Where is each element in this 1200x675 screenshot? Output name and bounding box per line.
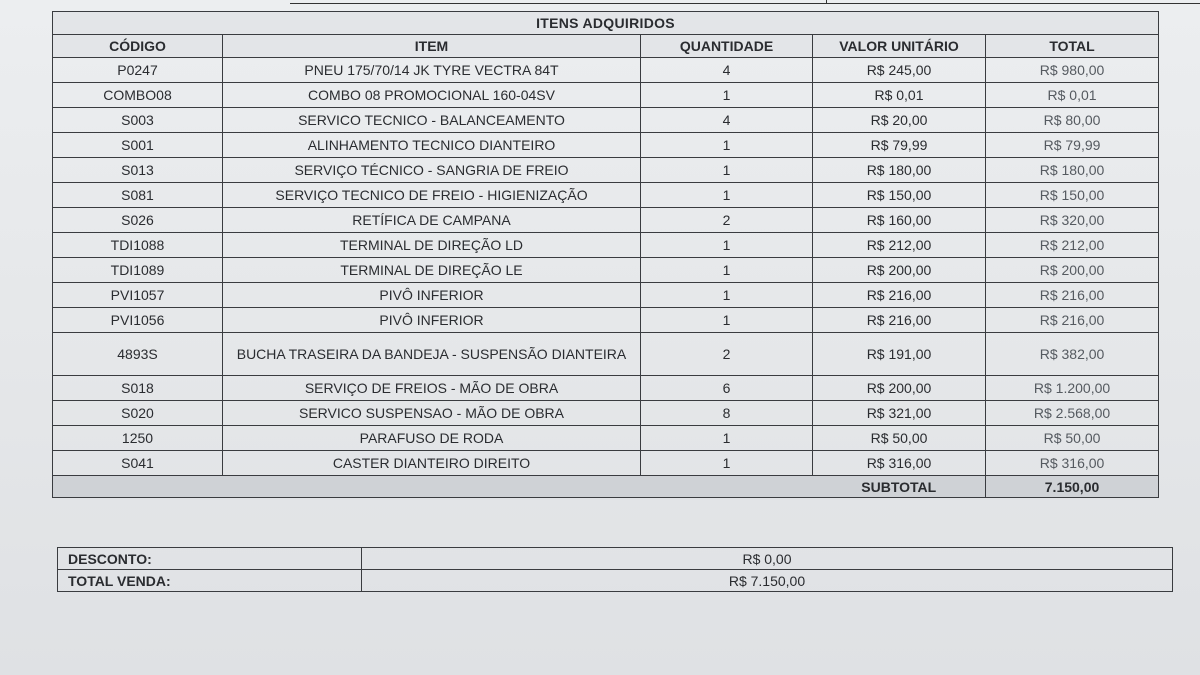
item-quantity: 2 xyxy=(641,333,813,376)
items-table-container xyxy=(52,11,1158,498)
total-sale-value: R$ 7.150,00 xyxy=(362,570,1173,592)
item-code: PVI1056 xyxy=(53,308,223,333)
header-item: ITEM xyxy=(223,35,641,58)
item-unit-value: R$ 160,00 xyxy=(813,208,986,233)
table-row xyxy=(53,58,1159,83)
item-description: CASTER DIANTEIRO DIREITO xyxy=(223,451,641,476)
item-quantity: 1 xyxy=(641,183,813,208)
item-total: R$ 212,00 xyxy=(986,233,1159,258)
item-description: SERVIÇO TECNICO DE FREIO - HIGIENIZAÇÃO xyxy=(223,183,641,208)
item-description: COMBO 08 PROMOCIONAL 160-04SV xyxy=(223,83,641,108)
item-quantity: 8 xyxy=(641,401,813,426)
item-total: R$ 200,00 xyxy=(986,258,1159,283)
item-description: ALINHAMENTO TECNICO DIANTEIRO xyxy=(223,133,641,158)
item-total: R$ 320,00 xyxy=(986,208,1159,233)
item-code: S026 xyxy=(53,208,223,233)
subtotal-label: SUBTOTAL xyxy=(813,476,986,498)
item-unit-value: R$ 216,00 xyxy=(813,283,986,308)
item-total: R$ 382,00 xyxy=(986,333,1159,376)
top-divider xyxy=(290,0,1200,4)
item-total: R$ 0,01 xyxy=(986,83,1159,108)
item-code: S020 xyxy=(53,401,223,426)
table-title: ITENS ADQUIRIDOS xyxy=(53,12,1159,35)
item-description: BUCHA TRASEIRA DA BANDEJA - SUSPENSÃO DIANTEIRA xyxy=(223,333,641,376)
item-quantity: 2 xyxy=(641,208,813,233)
item-quantity: 1 xyxy=(641,158,813,183)
table-row xyxy=(53,333,1159,376)
item-description: RETÍFICA DE CAMPANA xyxy=(223,208,641,233)
table-row xyxy=(53,401,1159,426)
summary-table-container xyxy=(57,547,1173,592)
item-description: PARAFUSO DE RODA xyxy=(223,426,641,451)
item-description: SERVIÇO DE FREIOS - MÃO DE OBRA xyxy=(223,376,641,401)
subtotal-value: 7.150,00 xyxy=(986,476,1159,498)
item-code: P0247 xyxy=(53,58,223,83)
item-total: R$ 216,00 xyxy=(986,308,1159,333)
header-unit-value: VALOR UNITÁRIO xyxy=(813,35,986,58)
item-unit-value: R$ 20,00 xyxy=(813,108,986,133)
table-row xyxy=(53,83,1159,108)
item-unit-value: R$ 191,00 xyxy=(813,333,986,376)
item-total: R$ 216,00 xyxy=(986,283,1159,308)
item-quantity: 1 xyxy=(641,233,813,258)
item-code: S013 xyxy=(53,158,223,183)
subtotal-spacer xyxy=(53,476,813,498)
item-unit-value: R$ 316,00 xyxy=(813,451,986,476)
item-unit-value: R$ 200,00 xyxy=(813,376,986,401)
item-unit-value: R$ 321,00 xyxy=(813,401,986,426)
item-total: R$ 980,00 xyxy=(986,58,1159,83)
table-row xyxy=(53,451,1159,476)
item-code: PVI1057 xyxy=(53,283,223,308)
item-description: PIVÔ INFERIOR xyxy=(223,283,641,308)
item-total: R$ 150,00 xyxy=(986,183,1159,208)
total-sale-label: TOTAL VENDA: xyxy=(58,570,362,592)
item-total: R$ 50,00 xyxy=(986,426,1159,451)
table-row xyxy=(53,183,1159,208)
item-quantity: 1 xyxy=(641,451,813,476)
item-quantity: 6 xyxy=(641,376,813,401)
table-row xyxy=(53,426,1159,451)
item-total: R$ 2.568,00 xyxy=(986,401,1159,426)
item-description: TERMINAL DE DIREÇÃO LE xyxy=(223,258,641,283)
table-row xyxy=(53,108,1159,133)
item-total: R$ 1.200,00 xyxy=(986,376,1159,401)
item-code: S041 xyxy=(53,451,223,476)
item-code: S003 xyxy=(53,108,223,133)
item-code: TDI1089 xyxy=(53,258,223,283)
item-unit-value: R$ 180,00 xyxy=(813,158,986,183)
item-total: R$ 79,99 xyxy=(986,133,1159,158)
table-row xyxy=(53,133,1159,158)
summary-table xyxy=(57,547,1173,592)
item-quantity: 1 xyxy=(641,258,813,283)
item-code: S081 xyxy=(53,183,223,208)
item-unit-value: R$ 0,01 xyxy=(813,83,986,108)
item-quantity: 1 xyxy=(641,426,813,451)
header-code: CÓDIGO xyxy=(53,35,223,58)
item-quantity: 1 xyxy=(641,308,813,333)
table-row xyxy=(53,158,1159,183)
item-total: R$ 80,00 xyxy=(986,108,1159,133)
item-unit-value: R$ 212,00 xyxy=(813,233,986,258)
header-quantity: QUANTIDADE xyxy=(641,35,813,58)
items-table-body xyxy=(53,58,1159,476)
discount-value: R$ 0,00 xyxy=(362,548,1173,570)
top-divider-tick xyxy=(826,0,827,4)
item-description: PNEU 175/70/14 JK TYRE VECTRA 84T xyxy=(223,58,641,83)
item-code: S018 xyxy=(53,376,223,401)
item-unit-value: R$ 50,00 xyxy=(813,426,986,451)
item-code: 4893S xyxy=(53,333,223,376)
item-code: TDI1088 xyxy=(53,233,223,258)
discount-label: DESCONTO: xyxy=(58,548,362,570)
item-description: PIVÔ INFERIOR xyxy=(223,308,641,333)
item-unit-value: R$ 216,00 xyxy=(813,308,986,333)
total-sale-row xyxy=(58,570,1173,592)
item-code: 1250 xyxy=(53,426,223,451)
item-quantity: 4 xyxy=(641,108,813,133)
item-code: COMBO08 xyxy=(53,83,223,108)
item-quantity: 1 xyxy=(641,133,813,158)
item-description: TERMINAL DE DIREÇÃO LD xyxy=(223,233,641,258)
item-unit-value: R$ 79,99 xyxy=(813,133,986,158)
item-total: R$ 180,00 xyxy=(986,158,1159,183)
item-unit-value: R$ 150,00 xyxy=(813,183,986,208)
item-quantity: 4 xyxy=(641,58,813,83)
table-row xyxy=(53,258,1159,283)
subtotal-row xyxy=(53,476,1159,498)
item-total: R$ 316,00 xyxy=(986,451,1159,476)
item-quantity: 1 xyxy=(641,283,813,308)
item-description: SERVIÇO TÉCNICO - SANGRIA DE FREIO xyxy=(223,158,641,183)
item-code: S001 xyxy=(53,133,223,158)
item-quantity: 1 xyxy=(641,83,813,108)
table-row xyxy=(53,208,1159,233)
table-row xyxy=(53,308,1159,333)
table-row xyxy=(53,233,1159,258)
items-table xyxy=(52,11,1159,498)
item-unit-value: R$ 200,00 xyxy=(813,258,986,283)
item-unit-value: R$ 245,00 xyxy=(813,58,986,83)
table-row xyxy=(53,283,1159,308)
table-row xyxy=(53,376,1159,401)
discount-row xyxy=(58,548,1173,570)
item-description: SERVICO TECNICO - BALANCEAMENTO xyxy=(223,108,641,133)
header-total: TOTAL xyxy=(986,35,1159,58)
item-description: SERVICO SUSPENSAO - MÃO DE OBRA xyxy=(223,401,641,426)
